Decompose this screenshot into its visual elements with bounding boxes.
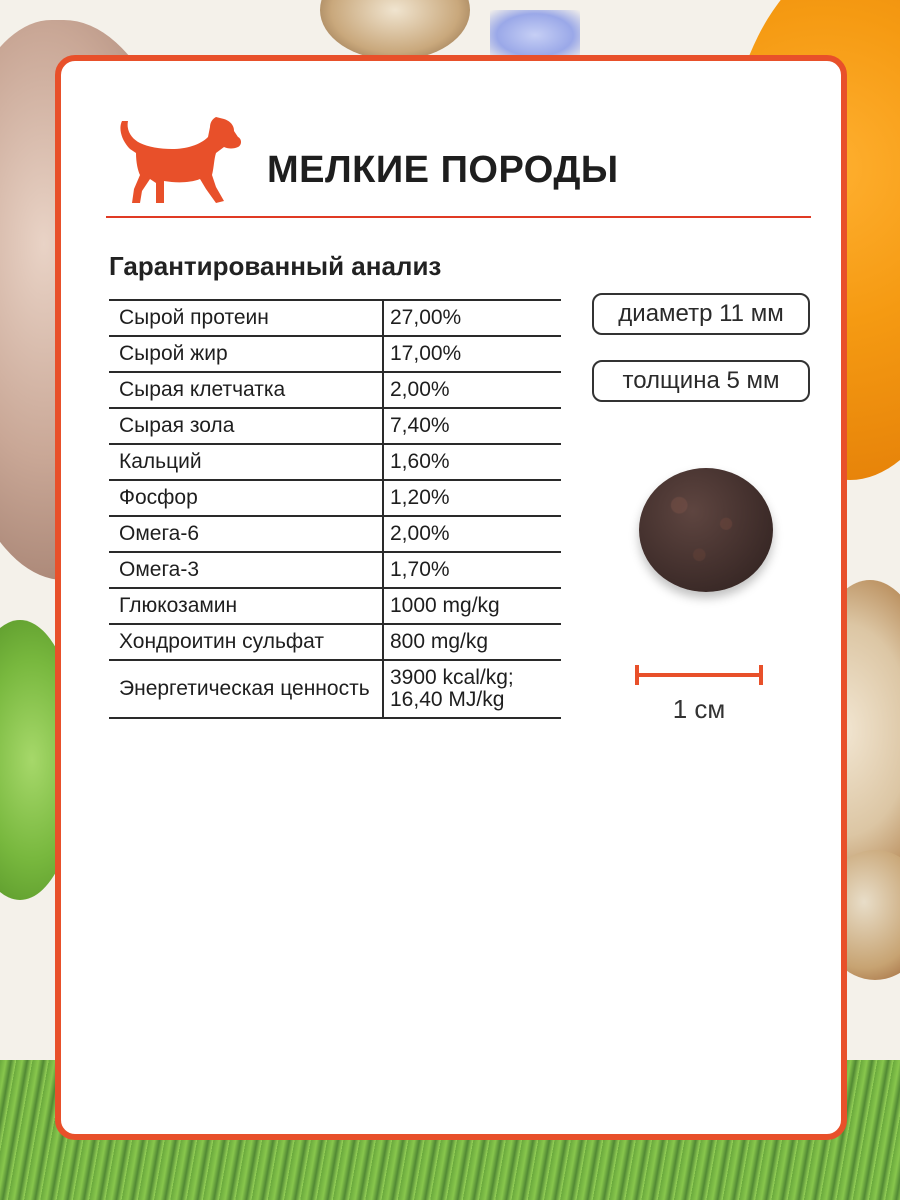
nutrient-value: 17,00%: [383, 336, 561, 372]
nutrient-name: Сырой жир: [109, 336, 383, 372]
nutrient-value: 1,60%: [383, 444, 561, 480]
nutrient-value: 3900 kcal/kg; 16,40 MJ/kg: [383, 660, 561, 718]
nutrient-value: 1,20%: [383, 480, 561, 516]
analysis-table: [109, 299, 561, 719]
dog-icon: [116, 109, 246, 207]
nutrient-value: 800 mg/kg: [383, 624, 561, 660]
nutrient-value: 1000 mg/kg: [383, 588, 561, 624]
table-row: [109, 408, 561, 444]
table-row: [109, 624, 561, 660]
table-row: [109, 372, 561, 408]
background-root: [320, 0, 470, 60]
nutrient-name: Глюкозамин: [109, 588, 383, 624]
table-row: [109, 552, 561, 588]
table-row: [109, 588, 561, 624]
nutrient-name: Сырой протеин: [109, 300, 383, 336]
nutrient-value: 2,00%: [383, 516, 561, 552]
thickness-badge: толщина 5 мм: [592, 360, 810, 402]
table-row: [109, 300, 561, 336]
table-row: [109, 516, 561, 552]
diameter-badge: диаметр 11 мм: [592, 293, 810, 335]
nutrient-value: 7,40%: [383, 408, 561, 444]
nutrient-name: Сырая клетчатка: [109, 372, 383, 408]
nutrient-name: Энергетическая ценность: [109, 660, 383, 718]
analysis-title: Гарантированный анализ: [109, 251, 442, 281]
nutrient-value: 27,00%: [383, 300, 561, 336]
nutrient-name: Сырая зола: [109, 408, 383, 444]
table-row: [109, 336, 561, 372]
nutrient-name: Омега-3: [109, 552, 383, 588]
info-card: [55, 55, 847, 1140]
scale-label: 1 см: [672, 694, 726, 724]
background-flower: [490, 10, 580, 60]
nutrient-value: 1,70%: [383, 552, 561, 588]
kibble-image: [639, 468, 773, 592]
nutrient-name: Омега-6: [109, 516, 383, 552]
header-divider: [106, 216, 811, 218]
table-row: [109, 480, 561, 516]
page-title: МЕЛКИЕ ПОРОДЫ: [267, 149, 619, 191]
scale-bar: [635, 664, 763, 686]
nutrient-name: Хондроитин сульфат: [109, 624, 383, 660]
nutrient-name: Кальций: [109, 444, 383, 480]
nutrient-value: 2,00%: [383, 372, 561, 408]
table-row: [109, 444, 561, 480]
nutrient-name: Фосфор: [109, 480, 383, 516]
table-row: [109, 660, 561, 718]
